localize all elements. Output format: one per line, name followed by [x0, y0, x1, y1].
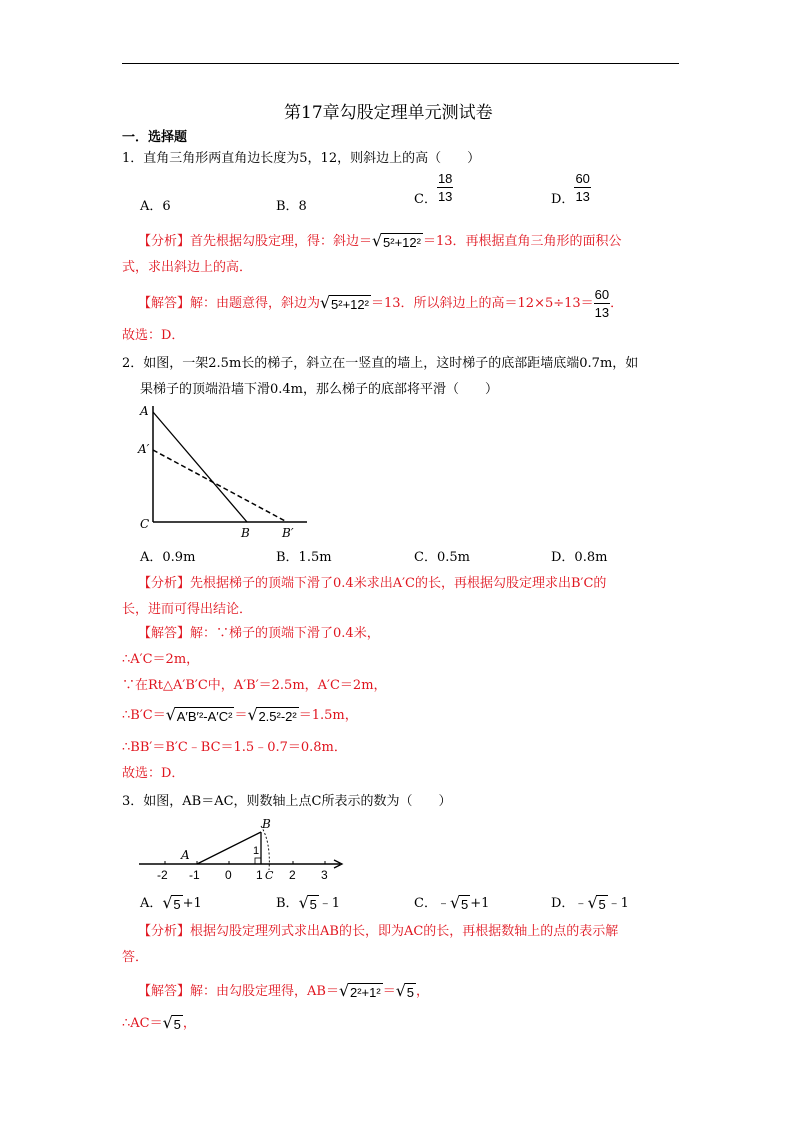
- analysis-tag: 【分析】: [138, 234, 191, 249]
- label-A-prime: A′: [138, 442, 150, 456]
- option-label: C．﹣: [414, 896, 450, 911]
- q1-analysis: [138, 230, 622, 251]
- analysis-text: 首先根据勾股定理，得：斜边＝: [190, 234, 373, 249]
- q2-stem-line2: 果梯子的顶端沿墙下滑0.4m，那么梯子的底部将平滑（ ）: [140, 382, 499, 397]
- q3-answer: [138, 980, 429, 1001]
- radicand: 5: [173, 896, 181, 912]
- option-tail: +1: [182, 896, 202, 911]
- analysis-tag: 【分析】: [138, 924, 191, 939]
- q2-answer: [138, 622, 380, 641]
- label-B: B: [241, 526, 250, 540]
- q2-analysis-line2: 长，进而可得出结论．: [122, 602, 253, 617]
- q2-choice: 故选：D．: [122, 766, 185, 781]
- q1-option-a: A．6: [140, 199, 171, 214]
- answer-text: 解：由勾股定理得，AB＝: [190, 984, 339, 999]
- denominator: 13: [575, 189, 590, 204]
- q2-option-b: B．1.5m: [276, 550, 332, 565]
- ladder-slid: [153, 450, 287, 522]
- q1-analysis-line2: 式，求出斜边上的高．: [122, 260, 253, 275]
- label-A: A: [181, 848, 190, 862]
- fraction: [594, 288, 610, 319]
- sqrt-expression: [450, 895, 470, 913]
- radicand: 5: [598, 896, 606, 912]
- radicand: 5: [460, 896, 469, 912]
- q3-analysis-line2: 答．: [122, 950, 149, 965]
- q2-step3: [122, 704, 358, 725]
- q2-option-d: D．0.8m: [551, 550, 608, 565]
- q1-stem: 1．直角三角形两直角边长度为5，12，则斜边上的高（ ）: [122, 151, 481, 166]
- tick-label: -2: [157, 868, 168, 882]
- sqrt-expression: [163, 1015, 183, 1033]
- q1-option-b: B．8: [276, 199, 307, 214]
- radicand: 2.5²-2²: [258, 708, 297, 724]
- q2-stem-line1: 2．如图，一架2.5m长的梯子，斜立在一竖直的墙上，这时梯子的底部距墙底端0.7m，如: [122, 356, 639, 371]
- sqrt-expression: [247, 707, 298, 725]
- numerator: 60: [594, 287, 610, 302]
- tick-label: -1: [189, 868, 200, 882]
- right-angle-mark: [255, 858, 261, 864]
- radicand: 5: [406, 984, 414, 1000]
- analysis-tag: 【分析】: [138, 576, 191, 591]
- option-tail: +1: [470, 896, 490, 911]
- conclusion-end: ，: [182, 1016, 196, 1031]
- q2-step1: ∴A′C＝2m，: [122, 652, 200, 667]
- q1-choice: 故选：D．: [122, 328, 185, 343]
- tick-label: 0: [225, 868, 232, 882]
- radicand: 5: [173, 1016, 181, 1032]
- q1-option-d: [551, 171, 591, 207]
- sqrt-expression: [587, 895, 607, 913]
- q2-step4: ∴BB′＝B′C﹣BC＝1.5﹣0.7＝0.8m．: [122, 740, 347, 755]
- denominator: 13: [594, 305, 610, 320]
- label-B-prime: B′: [282, 526, 294, 540]
- option-label: D．: [551, 192, 575, 207]
- answer-tag: 【解答】: [138, 984, 191, 999]
- ladder-original: [153, 412, 247, 522]
- answer-text: 解：由题意得，斜边为: [190, 296, 321, 311]
- answer-end: ．: [610, 296, 624, 311]
- option-label: D．﹣: [551, 896, 588, 911]
- tick-label: 3: [321, 868, 328, 882]
- sqrt-expression: [339, 983, 383, 1001]
- ladder-figure: [135, 398, 315, 543]
- q2-analysis: [138, 572, 606, 591]
- q3-analysis: [138, 920, 618, 939]
- q2-option-c: C．0.5m: [414, 550, 470, 565]
- q1-answer: [138, 288, 623, 319]
- sqrt-expression: [162, 895, 182, 913]
- analysis-text: 根据勾股定理列式求出AB的长，即为AC的长，再根据数轴上的点的表示解: [190, 924, 619, 939]
- answer-text: 解：∵梯子的顶端下滑了0.4米，: [190, 626, 380, 641]
- fraction: [437, 172, 453, 203]
- option-tail: ﹣1: [318, 896, 341, 911]
- analysis-text: ＝13．再根据直角三角形的面积公: [422, 234, 622, 249]
- page-title: 第17章勾股定理单元测试卷: [284, 103, 493, 123]
- radicand: 2²+1²: [349, 984, 381, 1000]
- tick-label: 1: [256, 868, 263, 882]
- q1-option-c: [414, 171, 453, 207]
- sqrt-expression: [320, 295, 371, 313]
- sqrt-expression: [299, 895, 319, 913]
- answer-end: ，: [415, 984, 429, 999]
- option-label: A．: [140, 896, 163, 911]
- label-A: A: [140, 404, 149, 418]
- step-text: ＝1.5m，: [298, 708, 358, 723]
- header-rule: [122, 63, 679, 64]
- number-line-figure: [135, 812, 350, 884]
- answer-text: ＝: [382, 984, 396, 999]
- q3-option-b: [276, 892, 340, 913]
- denominator: 13: [437, 189, 453, 204]
- answer-tag: 【解答】: [138, 296, 191, 311]
- radicand: A′B′²-A′C²: [176, 708, 233, 724]
- answer-tag: 【解答】: [138, 626, 191, 641]
- label-B: B: [262, 817, 271, 831]
- option-label: B．: [276, 896, 299, 911]
- sqrt-expression: [396, 983, 416, 1001]
- q2-step2: ∵在Rt△A′B′C中，A′B′＝2.5m，A′C＝2m，: [122, 678, 387, 693]
- label-C: C: [265, 869, 274, 882]
- q2-option-a: A．0.9m: [140, 550, 196, 565]
- conclusion-text: ∴AC＝: [122, 1016, 163, 1031]
- q3-option-c: [414, 892, 489, 913]
- segment-AB: [197, 832, 261, 864]
- radicand: 5²+12²: [383, 234, 421, 250]
- sqrt-expression: [166, 707, 235, 725]
- sqrt-expression: [372, 233, 423, 251]
- radicand: 5²+12²: [331, 296, 369, 312]
- analysis-text: 先根据梯子的顶端下滑了0.4米求出A′C的长，再根据勾股定理求出B′C的: [190, 576, 607, 591]
- label-one: 1: [253, 845, 260, 857]
- label-C: C: [140, 517, 150, 531]
- step-text: ＝: [234, 708, 248, 723]
- fraction: [574, 172, 590, 203]
- tick-label: 2: [289, 868, 296, 882]
- q3-stem: 3．如图，AB＝AC，则数轴上点C所表示的数为（ ）: [122, 794, 452, 809]
- option-label: C．: [414, 192, 437, 207]
- answer-text: ＝13．所以斜边上的高＝12×5÷13＝: [370, 296, 594, 311]
- numerator: 18: [437, 171, 453, 186]
- q3-option-d: [551, 892, 629, 913]
- radicand: 5: [309, 896, 317, 912]
- q3-conclusion: [122, 1012, 196, 1033]
- numerator: 60: [575, 171, 590, 186]
- option-tail: ﹣1: [607, 896, 629, 911]
- step-text: ∴B′C＝: [122, 708, 166, 723]
- section-heading: 一．选择题: [122, 130, 188, 145]
- q3-option-a: [140, 892, 202, 913]
